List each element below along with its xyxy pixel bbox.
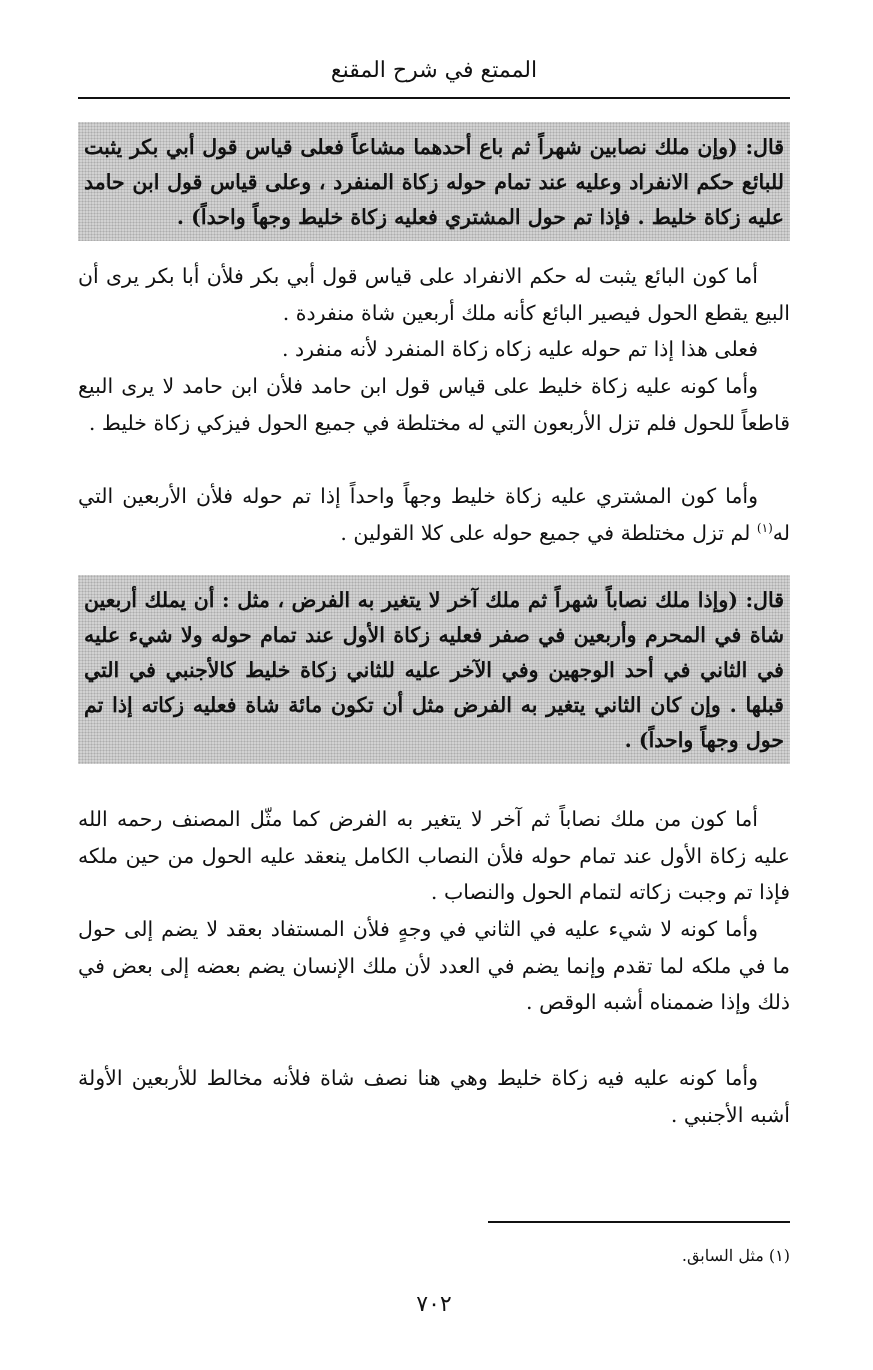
running-header-title: الممتع في شرح المقنع [330,58,538,83]
header-rule [78,97,790,99]
paragraph-text: وأما كون المشتري عليه زكاة خليط وجهاً واحداً إذا تم حوله فلأن الأربعين التي له [78,484,790,545]
quoted-text-block-2: قال: (وإذا ملك نصاباً شهراً ثم ملك آخر لا يتغير به الفرض ، مثل : أن يملك أربعين شاة في المحرم وأربعين في صفر فعليه زكاة الأول عند تمام حوله ولا شيء عليه في الثاني في أحد الوجهين وفي الآخر عليه للثاني زكاة خليط كالأجنبي في التي قبلها . وإن كان الثاني يتغير به الفرض مثل أن تكون مائة شاة فعليه زكاته إذا تم حول وجهاً واحداً) . [78,575,790,764]
footnote-marker: (١) [756,520,773,535]
document-page [78,0,790,1370]
commentary-paragraph-5: أما كون من ملك نصاباً ثم آخر لا يتغير به الفرض كما مثّل المصنف رحمه الله عليه زكاة الأول عند تمام حوله فلأن النصاب الكامل ينعقد عليه الحول من حين ملكه فإذا تم وجبت زكاته لتمام الحول والنصاب . [78,807,790,904]
page-number: ٧٠٢ [416,1292,452,1317]
commentary-paragraph-2: فعلى هذا إذا تم حوله عليه زكاه زكاة المنفرد لأنه منفرد . [281,337,758,361]
commentary-paragraph-7: وأما كونه عليه فيه زكاة خليط وهي هنا نصف شاة فلأنه مخالط للأربعين الأولة أشبه الأجنبي . [78,1066,790,1127]
commentary-paragraph-3: وأما كونه عليه زكاة خليط على قياس قول ابن حامد فلأن ابن حامد لا يرى البيع قاطعاً للحول فلم تزل الأربعون التي له مختلطة في جميع الحول فيزكي زكاة خليط . [78,374,790,435]
commentary-paragraph-4 [78,478,790,551]
commentary-paragraph-6: وأما كونه لا شيء عليه في الثاني في وجهٍ فلأن المستفاد بعقد لا يضم إلى حول ما في ملكه لما تقدم وإنما يضم في العدد لأن ملك الإنسان يضم بعضه إلى بعض في ذلك وإذا ضممناه أشبه الوقص . [78,917,790,1014]
footnote-rule [488,1221,790,1223]
quoted-text-block-1: قال: (وإن ملك نصابين شهراً ثم باع أحدهما مشاعاً فعلى قياس قول أبي بكر يثبت للبائع حكم الانفراد وعليه عند تمام حوله زكاة المنفرد ، وعلى قياس قول ابن حامد عليه زكاة خليط . فإذا تم حول المشتري فعليه زكاة خليط وجهاً واحداً) . [78,122,790,241]
footnote-1: (١) مثل السابق. [681,1246,790,1265]
commentary-paragraph-1: أما كون البائع يثبت له حكم الانفراد على قياس قول أبي بكر فلأن أبا بكر يرى أن البيع يقطع الحول فيصير البائع كأنه ملك أربعين شاة منفردة . [78,264,790,325]
paragraph-text: لم تزل مختلطة في جميع حوله على كلا القولين . [340,520,757,545]
